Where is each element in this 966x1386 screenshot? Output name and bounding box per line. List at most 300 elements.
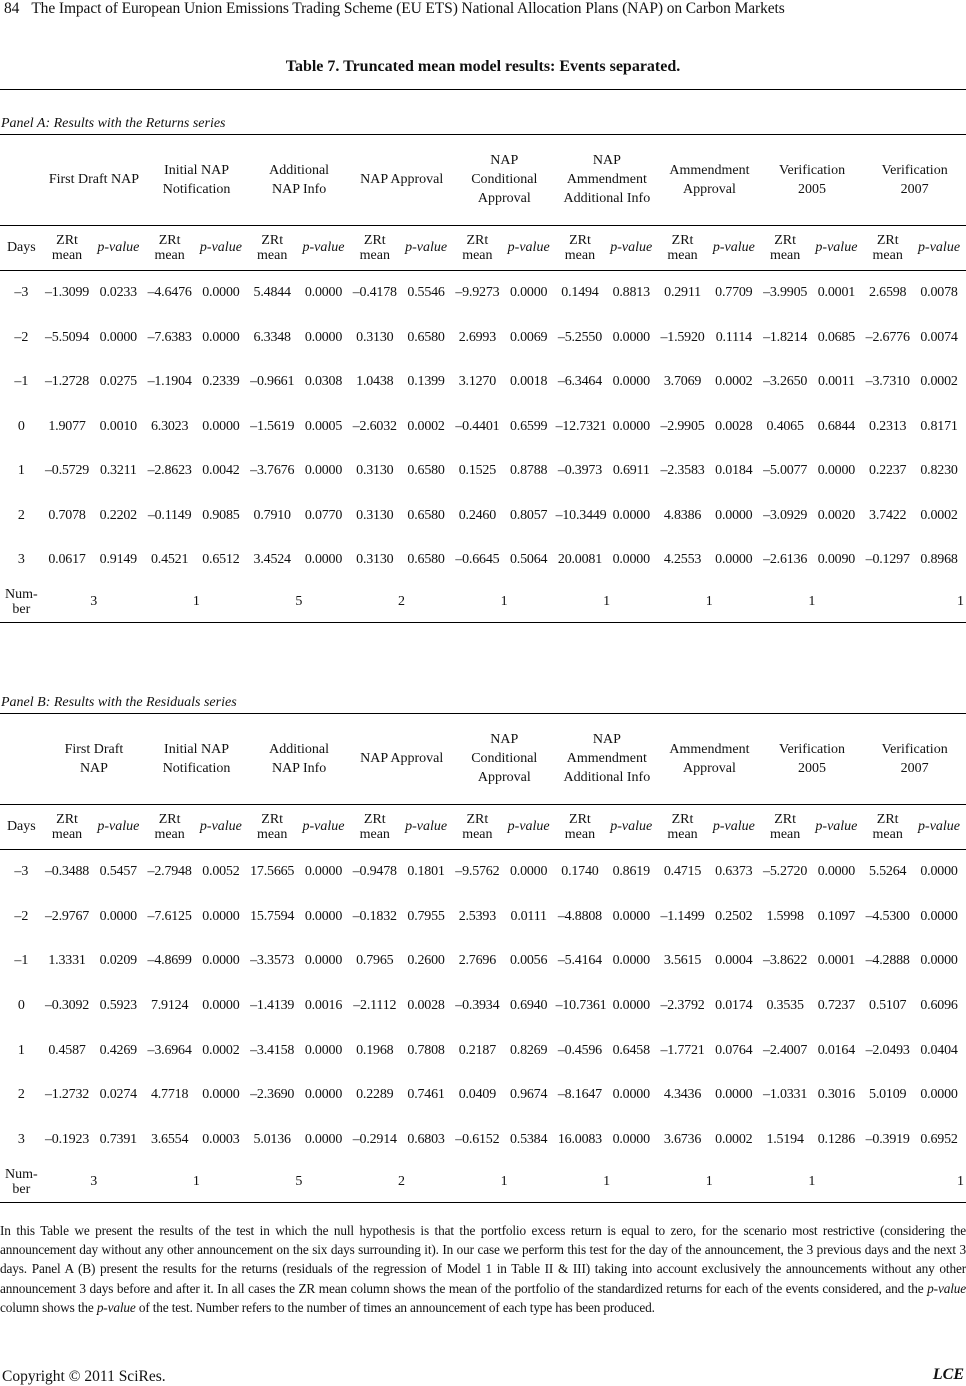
p-value-cell: 0.8788 — [510, 463, 548, 479]
zrt-mean-cell: 3.7422 — [869, 507, 907, 523]
zrt-mean-cell: 5.0136 — [253, 1131, 291, 1147]
zrt-mean-cell: –0.1832 — [352, 908, 397, 924]
zrt-mean-cell: –3.6964 — [147, 1042, 192, 1058]
event-count-cell: 1 — [500, 1173, 508, 1189]
panel-bottom-rule — [0, 623, 966, 624]
zrt-mean-cell: –0.1923 — [44, 1131, 90, 1147]
zrt-mean-cell: 0.5107 — [869, 998, 907, 1014]
event-header — [658, 714, 761, 804]
p-value-cell: 0.0000 — [612, 507, 650, 523]
p-value-cell: 0.6803 — [407, 1131, 445, 1147]
zrt-mean-cell: –0.1297 — [865, 552, 910, 568]
zrt-mean-cell: –4.6476 — [147, 285, 192, 301]
zrt-mean-cell: –12.7321 — [555, 418, 607, 434]
zrt-mean-cell: 0.3130 — [356, 329, 394, 345]
zrt-mean-cell: 0.2911 — [664, 285, 701, 301]
table-caption: In this Table we present the results of the test in which the null hypothesis is that the portfolio excess return is equal to zero, for the scenario most restrictive (considering the announcement day without any other announcement on the six days surrounding it). In our case we perform this test for the day of the announcement, the 3 previous days and the next 3 days. Panel A (B) present the results for the returns (residuals of the regression of Model 1 in Table II & III) taking into account exclusively the announcements without any other announcement 3 days before and after it. In all cases the ZR mean column shows the mean of the portfolio of the standardized returns for each of the events considered, and the p-value column shows the p-value of the test. Number refers to the number of times an announcement of each type has been produced. — [0, 1223, 966, 1315]
zrt-mean-cell: –1.3099 — [44, 285, 90, 301]
zrt-mean-cell: –4.8699 — [147, 953, 192, 969]
zrt-mean-cell: –0.3092 — [44, 998, 90, 1014]
table-title: Table 7. Truncated mean model results: Events separated. — [285, 58, 681, 75]
zrt-mean-header: ZRt mean — [872, 232, 903, 263]
zrt-mean-cell: 3.5615 — [663, 953, 702, 969]
zrt-mean-cell: –1.5920 — [660, 329, 705, 345]
zrt-mean-cell: 3.4524 — [253, 552, 291, 568]
zrt-mean-cell: 0.1968 — [356, 1042, 394, 1058]
zrt-mean-cell: 0.2313 — [869, 418, 907, 434]
zrt-mean-cell: –9.5762 — [455, 864, 500, 880]
p-value-cell: 0.6952 — [920, 1131, 958, 1147]
event-header — [453, 135, 556, 225]
p-value-cell: 0.0000 — [202, 953, 240, 969]
p-value-cell: 0.1114 — [715, 329, 752, 345]
p-value-cell: 0.0004 — [715, 953, 753, 969]
event-count-cell: 1 — [500, 594, 508, 610]
p-value-cell: 0.0000 — [612, 908, 650, 924]
table-row — [0, 449, 966, 494]
p-value-cell: 0.2202 — [99, 507, 137, 523]
number-label: Num- ber — [4, 587, 38, 618]
zrt-mean-cell: –1.8214 — [763, 329, 808, 345]
p-value-cell: 0.6844 — [817, 418, 856, 434]
p-value-cell: 0.0000 — [920, 953, 958, 969]
p-value-cell: 0.0010 — [99, 418, 137, 434]
zrt-mean-cell: –5.2550 — [557, 329, 602, 345]
zrt-mean-cell: 3.7069 — [663, 374, 702, 390]
zrt-mean-header: ZRt mean — [872, 811, 903, 842]
p-value-cell: 0.0000 — [817, 864, 856, 880]
zrt-mean-cell: 0.4065 — [766, 418, 804, 434]
zrt-mean-cell: –1.1904 — [147, 374, 192, 390]
event-header-line: 2007 — [900, 181, 929, 197]
subheader-row — [0, 805, 966, 849]
table-row — [0, 360, 966, 405]
event-count-cell: 1 — [192, 594, 200, 610]
event-header-line: Ammendment — [669, 162, 750, 178]
event-header — [761, 714, 864, 804]
p-value-cell: 0.0275 — [99, 374, 137, 390]
p-value-header: p-value — [815, 240, 858, 256]
journal-abbrev: LCE — [932, 1366, 964, 1383]
zrt-mean-cell: 0.7078 — [48, 507, 86, 523]
day-cell: 2 — [17, 1087, 25, 1103]
p-value-cell: 0.0000 — [612, 1087, 650, 1103]
zrt-mean-cell: –2.3690 — [250, 1087, 295, 1103]
event-header-line: Additional Info — [563, 191, 651, 207]
number-row — [0, 1162, 966, 1202]
zrt-mean-cell: –7.6125 — [147, 908, 192, 924]
table-row — [0, 939, 966, 984]
event-header-line: Verification — [881, 741, 948, 757]
zrt-mean-cell: 4.3436 — [663, 1087, 702, 1103]
zrt-mean-cell: –2.0493 — [865, 1042, 910, 1058]
event-header — [145, 135, 248, 225]
p-value-cell: 0.0018 — [510, 374, 548, 390]
p-value-cell: 0.0000 — [715, 1087, 753, 1103]
zrt-mean-cell: 4.7718 — [150, 1087, 189, 1103]
table-row — [0, 984, 966, 1029]
event-header-line: 2005 — [798, 181, 827, 197]
p-value-cell: 0.0042 — [202, 463, 240, 479]
zrt-mean-cell: –1.2728 — [44, 374, 90, 390]
zrt-mean-cell: –3.7676 — [250, 463, 295, 479]
zrt-mean-cell: –2.4007 — [763, 1042, 808, 1058]
event-header-line: First Draft NAP — [48, 172, 140, 188]
event-header — [863, 714, 966, 804]
table-row — [0, 1118, 966, 1163]
zrt-mean-cell: –2.9767 — [44, 908, 90, 924]
p-value-cell: 0.6580 — [407, 507, 445, 523]
zrt-mean-cell: –5.2720 — [763, 864, 808, 880]
event-header-line: Approval — [683, 181, 736, 197]
day-cell: –1 — [14, 374, 29, 390]
day-cell: 0 — [17, 998, 25, 1014]
blank-corner — [0, 714, 43, 804]
days-header: Days — [6, 819, 36, 835]
p-value-cell: 0.0002 — [920, 507, 958, 523]
p-value-cell: 0.5064 — [510, 552, 548, 568]
zrt-mean-cell: –4.5300 — [865, 908, 910, 924]
zrt-mean-cell: –2.1112 — [353, 998, 397, 1014]
event-header-line: NAP Info — [271, 760, 327, 776]
zrt-mean-cell: –0.2914 — [352, 1131, 397, 1147]
zrt-mean-cell: 1.5998 — [766, 908, 804, 924]
p-value-cell: 0.0090 — [817, 552, 856, 568]
p-value-cell: 0.8968 — [920, 552, 958, 568]
p-value-cell: 0.0000 — [304, 1131, 343, 1147]
event-count-cell: 1 — [957, 594, 964, 610]
zrt-mean-cell: 5.0109 — [869, 1087, 907, 1103]
zrt-mean-cell: 6.3348 — [253, 329, 291, 345]
p-value-cell: 0.1286 — [817, 1131, 856, 1147]
p-value-cell: 0.0000 — [304, 329, 343, 345]
day-cell: 1 — [17, 1042, 25, 1058]
p-value-cell: 0.9085 — [202, 507, 240, 523]
zrt-mean-header: ZRt mean — [462, 232, 493, 263]
p-value-cell: 0.6580 — [407, 552, 445, 568]
p-value-cell: 0.0000 — [304, 463, 343, 479]
zrt-mean-cell: –2.9905 — [660, 418, 705, 434]
zrt-mean-cell: 0.1740 — [561, 864, 599, 880]
p-value-cell: 0.0000 — [99, 908, 137, 924]
zrt-mean-cell: 5.4844 — [253, 285, 291, 301]
zrt-mean-cell: –3.8622 — [763, 953, 808, 969]
zrt-mean-cell: –0.5729 — [44, 463, 90, 479]
zrt-mean-cell: –0.4178 — [352, 285, 397, 301]
event-header-line: Conditional — [471, 172, 538, 188]
zrt-mean-cell: 3.1270 — [458, 374, 497, 390]
panel-b-label: Panel B: Results with the Residuals series — [1, 695, 237, 710]
p-value-cell: 0.7237 — [817, 998, 856, 1014]
p-value-cell: 0.8619 — [612, 864, 650, 880]
table-top-rule — [0, 89, 966, 90]
zrt-mean-cell: 0.1494 — [561, 285, 599, 301]
zrt-mean-cell: –10.3449 — [555, 507, 607, 523]
p-value-cell: 0.6458 — [612, 1042, 650, 1058]
p-value-cell: 0.7461 — [407, 1087, 445, 1103]
event-count-cell: 1 — [808, 594, 816, 610]
zrt-mean-cell: –3.4158 — [250, 1042, 295, 1058]
zrt-mean-cell: 6.3023 — [150, 418, 189, 434]
p-value-cell: 0.0011 — [818, 374, 855, 390]
day-cell: –3 — [14, 285, 29, 301]
p-value-cell: 0.0000 — [304, 552, 343, 568]
zrt-mean-cell: 1.9077 — [48, 418, 86, 434]
table-row — [0, 316, 966, 361]
p-value-cell: 0.0000 — [715, 507, 753, 523]
event-header-line: Ammendment — [566, 751, 647, 767]
p-value-cell: 0.0000 — [304, 285, 343, 301]
panel-a-label: Panel A: Results with the Returns series — [1, 116, 226, 131]
event-header — [453, 714, 556, 804]
zrt-mean-cell: –1.4139 — [250, 998, 295, 1014]
event-count-cell: 1 — [603, 594, 611, 610]
zrt-mean-cell: –5.5094 — [44, 329, 90, 345]
event-header — [863, 135, 966, 225]
event-header-line: Ammendment — [669, 741, 750, 757]
zrt-mean-cell: –0.4401 — [455, 418, 500, 434]
p-value-cell: 0.1801 — [407, 864, 445, 880]
zrt-mean-cell: 1.0438 — [356, 374, 394, 390]
p-value-cell: 0.8230 — [920, 463, 958, 479]
zrt-mean-header: ZRt mean — [257, 232, 288, 263]
event-header-line: NAP — [490, 153, 519, 169]
p-value-cell: 0.0000 — [612, 953, 650, 969]
p-value-cell: 0.0000 — [920, 908, 958, 924]
event-header-line: NAP — [79, 760, 108, 776]
event-header-line: Approval — [477, 191, 531, 207]
p-value-header: p-value — [610, 819, 653, 835]
zrt-mean-cell: 0.3130 — [356, 463, 394, 479]
event-header-line: Verification — [778, 162, 846, 178]
p-value-cell: 0.6096 — [920, 998, 958, 1014]
p-value-cell: 0.0000 — [920, 1087, 958, 1103]
zrt-mean-cell: –7.6383 — [147, 329, 192, 345]
event-header-line: Initial NAP — [164, 162, 230, 178]
p-value-header: p-value — [97, 240, 140, 256]
zrt-mean-header: ZRt mean — [51, 232, 83, 263]
p-value-cell: 0.9674 — [509, 1087, 548, 1103]
p-value-header: p-value — [712, 240, 755, 256]
zrt-mean-cell: –0.3934 — [455, 998, 500, 1014]
zrt-mean-cell: –4.2888 — [865, 953, 910, 969]
subheader-row — [0, 226, 966, 270]
p-value-cell: 0.0000 — [715, 552, 753, 568]
p-value-cell: 0.0770 — [304, 507, 343, 523]
event-header-line: Conditional — [471, 751, 538, 767]
zrt-mean-cell: –4.8808 — [557, 908, 602, 924]
zrt-mean-cell: –9.9273 — [455, 285, 500, 301]
p-value-header: p-value — [302, 819, 345, 835]
p-value-cell: 0.6911 — [612, 463, 650, 479]
event-header-line: NAP — [592, 153, 621, 169]
zrt-mean-cell: 2.6993 — [458, 329, 497, 345]
table-row — [0, 538, 966, 583]
p-value-cell: 0.0000 — [304, 1087, 343, 1103]
event-header-line: Additional Info — [563, 770, 651, 786]
p-value-cell: 0.0000 — [510, 285, 548, 301]
p-value-cell: 0.5923 — [99, 998, 137, 1014]
p-value-cell: 0.0052 — [202, 864, 240, 880]
zrt-mean-cell: –0.3488 — [44, 864, 90, 880]
zrt-mean-header: ZRt mean — [667, 811, 698, 842]
event-header — [556, 714, 659, 804]
p-value-cell: 0.3016 — [817, 1087, 856, 1103]
p-value-cell: 0.0000 — [612, 329, 650, 345]
p-value-cell: 0.0078 — [920, 285, 958, 301]
event-header-line: 2005 — [798, 760, 827, 776]
p-value-header: p-value — [507, 819, 550, 835]
zrt-mean-cell: –2.8623 — [147, 463, 192, 479]
event-header-line: NAP Approval — [360, 172, 444, 188]
p-value-cell: 0.0002 — [920, 374, 958, 390]
zrt-mean-cell: –1.5619 — [250, 418, 295, 434]
table-row — [0, 405, 966, 450]
p-value-cell: 0.0000 — [612, 1131, 650, 1147]
event-header-line: NAP — [490, 732, 519, 748]
event-header-line: Additional — [269, 162, 330, 178]
zrt-mean-header: ZRt mean — [359, 811, 390, 842]
p-value-cell: 0.0184 — [715, 463, 753, 479]
zrt-mean-cell: 0.3130 — [356, 552, 394, 568]
p-value-header: p-value — [97, 819, 140, 835]
zrt-mean-cell: 1.5194 — [766, 1131, 804, 1147]
event-count-cell: 2 — [397, 1173, 405, 1189]
event-header-line: Ammendment — [566, 172, 647, 188]
zrt-mean-cell: –3.9905 — [763, 285, 808, 301]
event-header-line: Verification — [881, 162, 948, 178]
p-value-cell: 0.0000 — [202, 998, 240, 1014]
zrt-mean-cell: 0.3130 — [356, 507, 394, 523]
zrt-mean-header: ZRt mean — [462, 811, 493, 842]
zrt-mean-cell: –2.6032 — [352, 418, 397, 434]
day-cell: 2 — [17, 507, 25, 523]
zrt-mean-cell: 0.0617 — [48, 552, 86, 568]
p-value-cell: 0.2600 — [407, 953, 445, 969]
zrt-mean-cell: 3.6554 — [150, 1131, 189, 1147]
table-row — [0, 1028, 966, 1073]
event-count-cell: 1 — [705, 1173, 713, 1189]
zrt-mean-cell: –1.0331 — [763, 1087, 808, 1103]
running-head — [4, 0, 785, 18]
zrt-mean-cell: –10.7361 — [555, 998, 607, 1014]
event-header-row — [0, 135, 966, 225]
p-value-cell: 0.8171 — [920, 418, 958, 434]
zrt-mean-cell: –3.7310 — [865, 374, 910, 390]
zrt-mean-cell: –3.0929 — [763, 507, 808, 523]
page-number: 84 — [4, 0, 20, 17]
p-value-cell: 0.0685 — [817, 329, 856, 345]
p-value-cell: 0.0000 — [612, 418, 650, 434]
event-header-line: NAP — [592, 732, 621, 748]
event-header — [350, 714, 453, 804]
zrt-mean-cell: 4.8386 — [663, 507, 702, 523]
p-value-header: p-value — [405, 819, 448, 835]
p-value-cell: 0.0000 — [304, 864, 343, 880]
zrt-mean-cell: –2.7948 — [147, 864, 192, 880]
p-value-cell: 0.1097 — [817, 908, 856, 924]
p-value-cell: 0.0000 — [920, 864, 958, 880]
p-value-cell: 0.0764 — [715, 1042, 753, 1058]
event-count-cell: 3 — [90, 1173, 98, 1189]
event-count-cell: 3 — [90, 594, 98, 610]
event-header — [145, 714, 248, 804]
zrt-mean-cell: –1.1499 — [660, 908, 705, 924]
event-header-line: NAP Approval — [360, 751, 444, 767]
p-value-cell: 0.0000 — [202, 418, 240, 434]
p-value-cell: 0.8057 — [510, 507, 548, 523]
p-value-cell: 0.0028 — [407, 998, 445, 1014]
p-value-cell: 0.6940 — [509, 998, 548, 1014]
zrt-mean-cell: –0.1149 — [147, 507, 192, 523]
zrt-mean-cell: –3.3573 — [250, 953, 295, 969]
panel-b-table — [0, 714, 966, 1203]
zrt-mean-header: ZRt mean — [154, 811, 185, 842]
days-header: Days — [6, 240, 36, 256]
event-header — [658, 135, 761, 225]
blank-corner — [0, 135, 43, 225]
p-value-cell: 0.0016 — [304, 998, 343, 1014]
event-header — [761, 135, 864, 225]
zrt-mean-cell: 20.0081 — [557, 552, 602, 568]
p-value-cell: 0.0111 — [510, 908, 547, 924]
p-value-cell: 0.0020 — [817, 507, 856, 523]
zrt-mean-cell: 2.7696 — [458, 953, 497, 969]
p-value-cell: 0.4269 — [99, 1042, 137, 1058]
p-value-cell: 0.8813 — [612, 285, 650, 301]
p-value-cell: 0.0000 — [304, 908, 343, 924]
day-cell: 3 — [17, 1131, 25, 1147]
p-value-header: p-value — [918, 240, 961, 256]
zrt-mean-header: ZRt mean — [154, 232, 185, 263]
p-value-cell: 0.0002 — [202, 1042, 240, 1058]
event-header-line: Additional — [269, 741, 330, 757]
p-value-cell: 0.0002 — [715, 1131, 753, 1147]
zrt-mean-cell: –8.1647 — [557, 1087, 602, 1103]
p-value-cell: 0.0000 — [612, 998, 650, 1014]
table-row — [0, 850, 966, 895]
p-value-cell: 0.6580 — [407, 329, 445, 345]
p-value-cell: 0.0000 — [304, 953, 343, 969]
day-cell: –2 — [14, 908, 29, 924]
zrt-mean-cell: 0.2289 — [356, 1087, 394, 1103]
event-header-row — [0, 714, 966, 804]
p-value-cell: 0.8269 — [509, 1042, 548, 1058]
running-head-title: The Impact of European Union Emissions Trading Scheme (EU ETS) National Allocation Plans (NAP) on Carbon Markets — [31, 0, 785, 17]
p-value-cell: 0.6512 — [202, 552, 240, 568]
p-value-cell: 0.0002 — [715, 374, 753, 390]
panel-bottom-rule — [0, 1202, 966, 1203]
zrt-mean-cell: 4.2553 — [663, 552, 702, 568]
day-cell: –2 — [14, 329, 29, 345]
p-value-cell: 0.5546 — [407, 285, 445, 301]
zrt-mean-cell: –2.6136 — [763, 552, 808, 568]
event-count-cell: 5 — [295, 594, 303, 610]
zrt-mean-cell: –5.4164 — [557, 953, 602, 969]
zrt-mean-cell: 5.5264 — [869, 864, 907, 880]
p-value-cell: 0.5384 — [509, 1131, 548, 1147]
p-value-cell: 0.3211 — [99, 463, 137, 479]
p-value-cell: 0.2339 — [202, 374, 240, 390]
p-value-cell: 0.0233 — [99, 285, 137, 301]
zrt-mean-cell: –6.3464 — [557, 374, 602, 390]
p-value-cell: 0.0001 — [817, 285, 856, 301]
event-header — [43, 135, 146, 225]
p-value-cell: 0.0002 — [407, 418, 445, 434]
p-value-cell: 0.7808 — [407, 1042, 445, 1058]
p-value-cell: 0.0274 — [99, 1087, 137, 1103]
p-value-cell: 0.0209 — [99, 953, 137, 969]
